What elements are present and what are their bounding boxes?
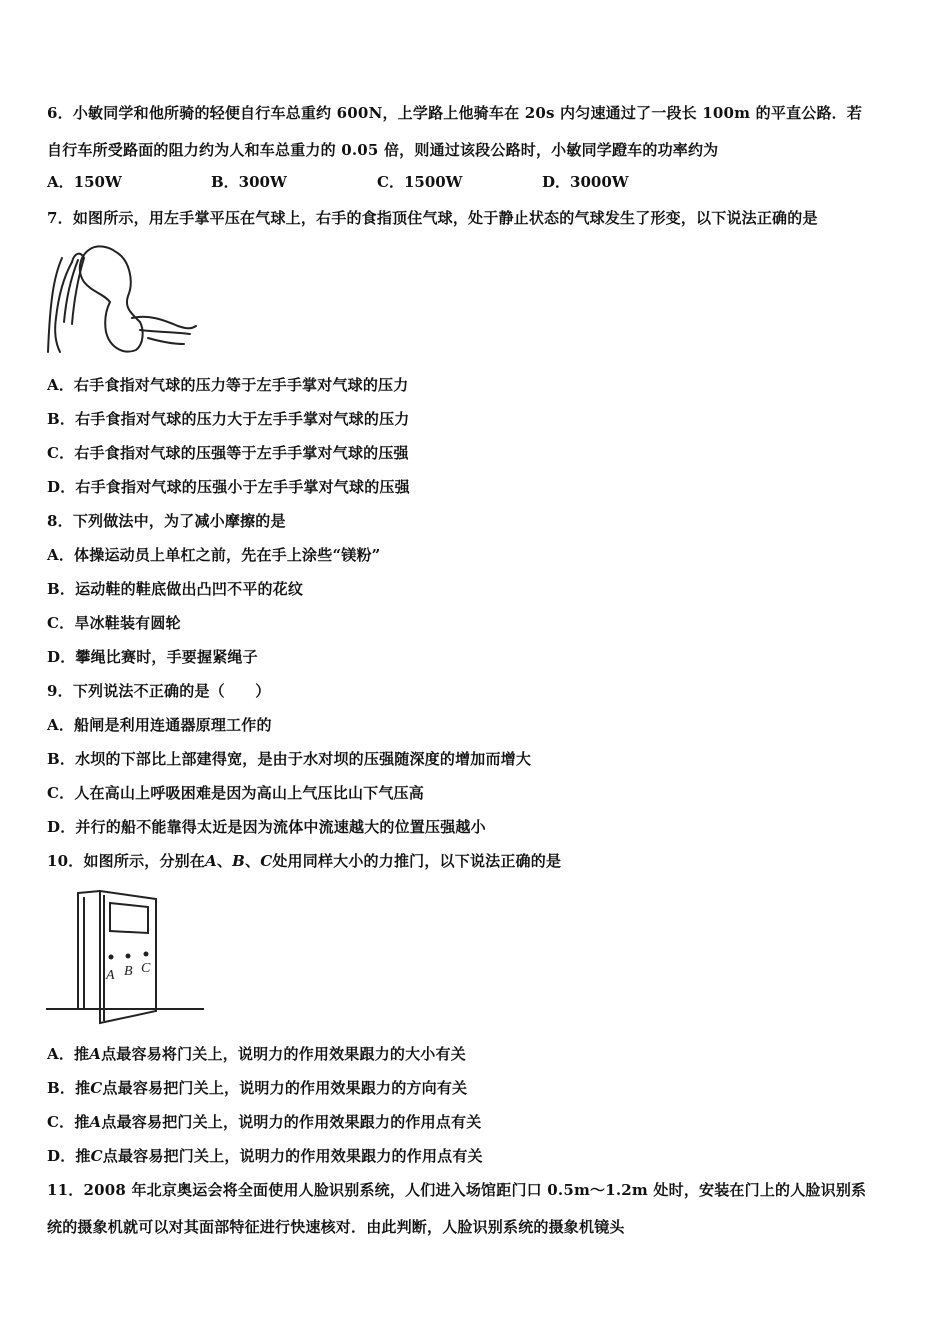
q11-stem-line1: 11．2008 年北京奥运会将全面使用人脸识别系统，人们进入场馆距门口 0.5m～1.2m 处时，安装在门上的人脸识别系 [47,1181,867,1199]
door-label-b: B [124,964,133,979]
q6-option-d: D．3000W [542,173,629,191]
q10-option-d-prefix: D．推 [47,1147,91,1165]
q10-option-d-text: 点最容易把门关上，说明力的作用效果跟力的作用点有关 [102,1147,483,1165]
q10-sep2: 、 [245,852,261,870]
q7-option-c: C．右手食指对气球的压强等于左手手掌对气球的压强 [47,444,409,462]
q10-option-c-prefix: C．推 [47,1113,90,1131]
door-point-c [144,952,149,957]
q10-sep1: 、 [216,852,233,870]
q10-option-a-prefix: A．推 [47,1045,90,1063]
door-point-b [126,954,131,959]
q10-option-a-var: A [89,1045,102,1063]
q10-option-b-text: 点最容易把门关上，说明力的作用效果跟力的方向有关 [102,1079,468,1097]
q10-var-c: C [260,852,273,870]
q10-option-c [47,1112,481,1132]
q9-option-b: B．水坝的下部比上部建得宽，是由于水对坝的压强随深度的增加而增大 [47,750,532,768]
door-label-a: A [106,968,115,983]
q10-stem-prefix: 10．如图所示，分别在 [47,852,206,870]
q8-stem: 8．下列做法中，为了减小摩擦的是 [47,512,286,530]
q7-option-b: B．右手食指对气球的压力大于左手手掌对气球的压力 [47,410,410,428]
q10-option-b [47,1078,467,1098]
q9-option-a: A．船闸是利用连通器原理工作的 [47,716,272,734]
q8-option-c: C．旱冰鞋装有圆轮 [47,614,181,632]
q9-option-c: C．人在高山上呼吸困难是因为高山上气压比山下气压高 [47,784,424,802]
q8-option-d: D．攀绳比赛时，手要握紧绳子 [47,648,258,666]
q10-option-c-var: A [89,1113,102,1131]
q10-option-d-var: C [90,1147,103,1165]
q10-var-a: A [205,852,217,870]
q6-stem-line2: 自行车所受路面的阻力约为人和车总重力的 0.05 倍，则通过该段公路时，小敏同学蹬车的功率约为 [47,141,719,159]
q10-option-a-text: 点最容易将门关上，说明力的作用效果跟力的大小有关 [101,1045,466,1063]
balloon-hand-figure [44,240,204,365]
q8-option-a: A．体操运动员上单杠之前，先在手上涂些“镁粉” [47,546,381,564]
q11-stem-line2: 统的摄象机就可以对其面部特征进行快速核对．由此判断，人脸识别系统的摄象机镜头 [47,1218,625,1236]
q10-option-b-var: C [90,1079,103,1097]
q10-option-d [47,1146,483,1166]
q7-option-d: D．右手食指对气球的压强小于左手手掌对气球的压强 [47,478,410,496]
door-label-c: C [141,961,151,976]
q10-stem-suffix: 处用同样大小的力推门，以下说法正确的是 [272,852,562,870]
q10-option-c-text: 点最容易把门关上，说明力的作用效果跟力的作用点有关 [101,1113,482,1131]
q7-option-a: A．右手食指对气球的压力等于左手手掌对气球的压力 [47,376,409,394]
q9-stem: 9．下列说法不正确的是（ ） [47,682,271,700]
door-point-a [109,955,114,960]
q10-option-b-prefix: B．推 [47,1079,91,1097]
q10-stem [47,851,561,871]
q8-option-b: B．运动鞋的鞋底做出凸凹不平的花纹 [47,580,304,598]
q6-option-a: A．150W [47,173,122,191]
q6-option-b: B．300W [211,173,287,191]
q6-option-c: C．1500W [377,173,463,191]
q9-option-d: D．并行的船不能靠得太近是因为流体中流速越大的位置压强越小 [47,818,486,836]
q6-stem-line1: 6．小敏同学和他所骑的轻便自行车总重约 600N，上学路上他骑车在 20s 内匀速通过了一段长 100m 的平直公路．若 [47,104,863,122]
q7-stem: 7．如图所示，用左手掌平压在气球上，右手的食指顶住气球，处于静止状态的气球发生了形变，以下说法正确的是 [47,209,818,227]
door-figure [44,883,209,1028]
q10-var-b: B [232,852,246,870]
q10-option-a [47,1044,466,1064]
